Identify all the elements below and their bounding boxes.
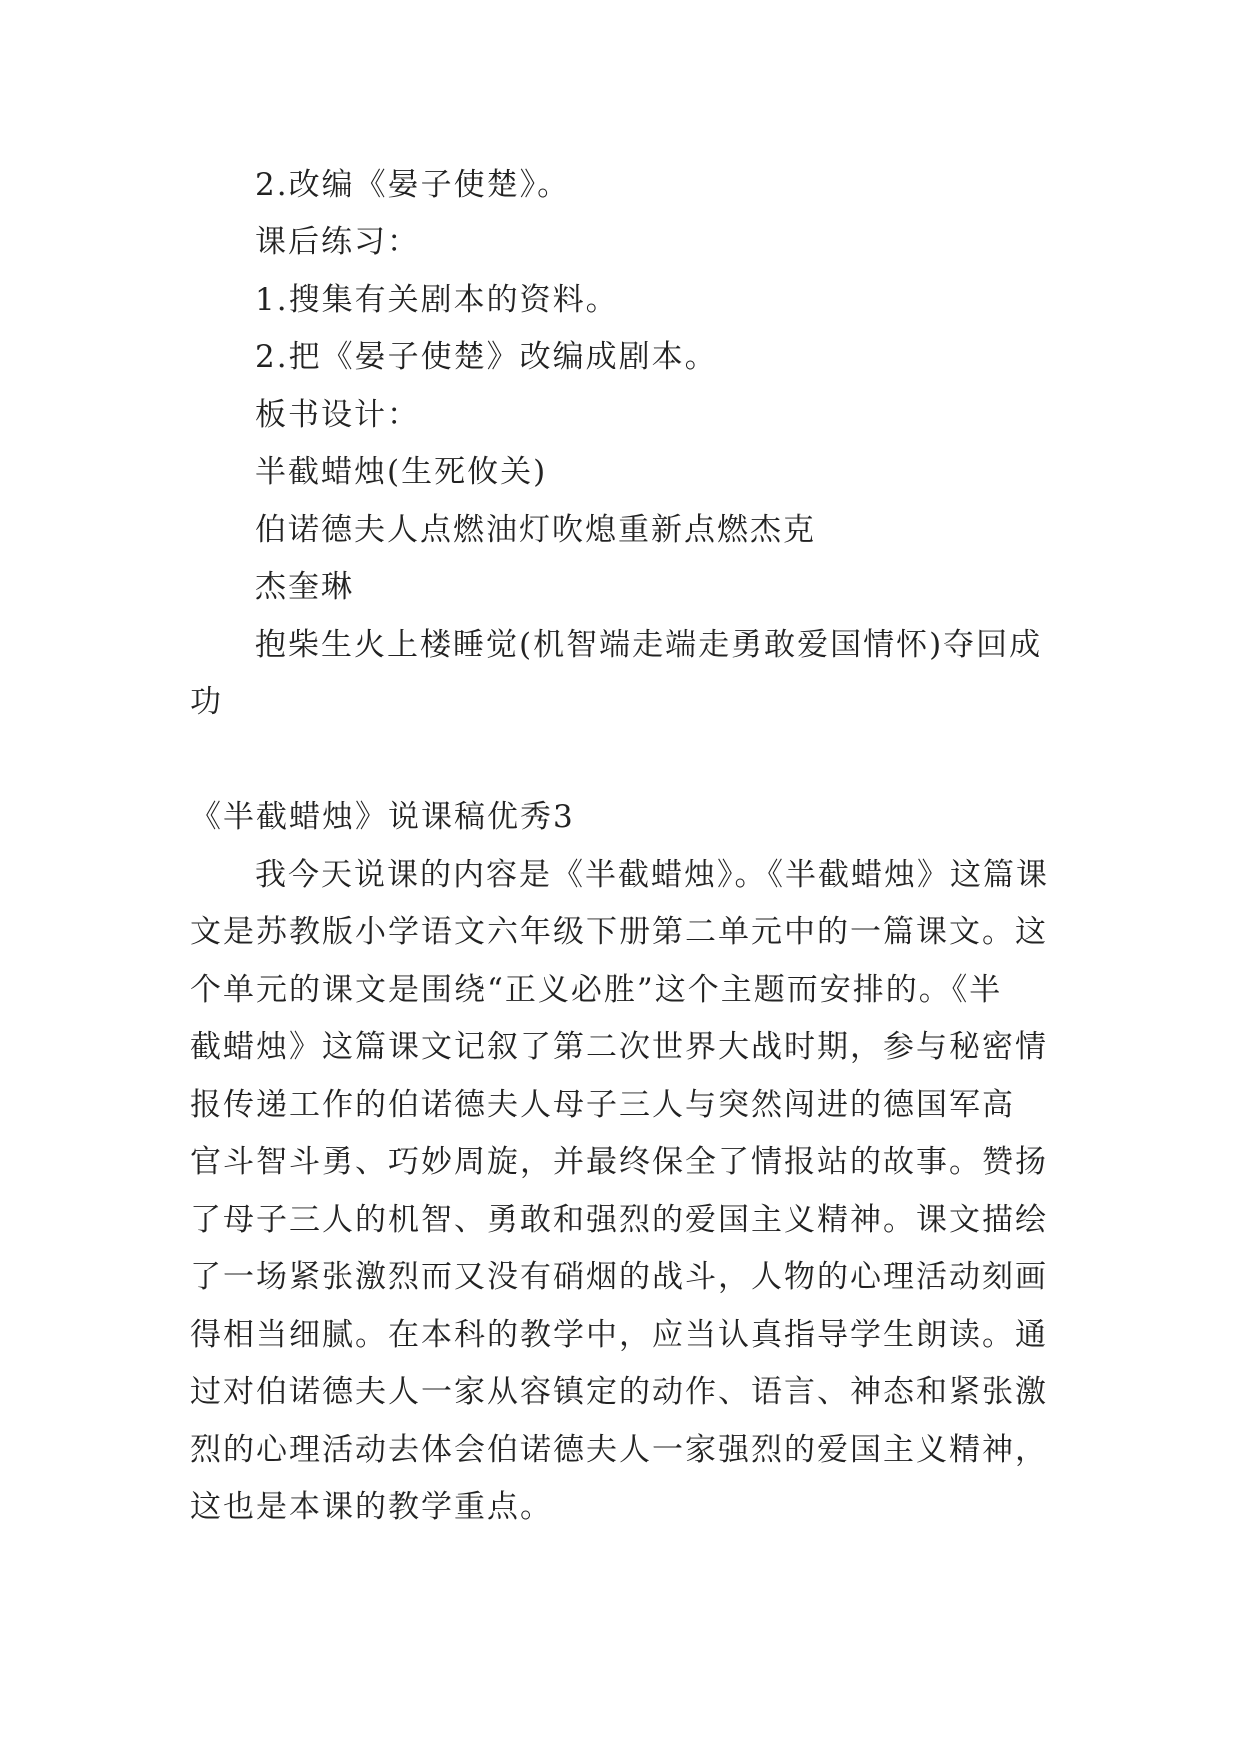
paragraph-line: 官斗智斗勇、巧妙周旋，并最终保全了情报站的故事。赞扬 <box>190 1144 1048 1180</box>
text-line: 半截蜡烛(生死攸关) <box>255 454 548 490</box>
text-line: 1.搜集有关剧本的资料。 <box>255 282 619 318</box>
text-line: 2.把《晏子使楚》改编成剧本。 <box>255 339 718 375</box>
text-line: 杰奎琳 <box>255 569 354 605</box>
section-title: 《半截蜡烛》说课稿优秀3 <box>190 799 575 835</box>
paragraph-line: 过对伯诺德夫人一家从容镇定的动作、语言、神态和紧张激 <box>190 1374 1048 1410</box>
paragraph-line: 文是苏教版小学语文六年级下册第二单元中的一篇课文。这 <box>190 914 1048 950</box>
text-line: 2.改编《晏子使楚》。 <box>255 167 571 203</box>
text-line: 课后练习： <box>255 224 420 260</box>
paragraph-line: 了母子三人的机智、勇敢和强烈的爱国主义精神。课文描绘 <box>190 1202 1048 1238</box>
text-line: 抱柴生火上楼睡觉(机智端走端走勇敢爱国情怀)夺回成 <box>255 627 1043 663</box>
text-line: 功 <box>190 684 223 720</box>
text-line: 板书设计： <box>255 397 420 433</box>
paragraph-line: 我今天说课的内容是《半截蜡烛》。《半截蜡烛》这篇课 <box>255 857 1049 893</box>
paragraph-line: 报传递工作的伯诺德夫人母子三人与突然闯进的德国军高 <box>190 1087 1015 1123</box>
paragraph-line: 得相当细腻。在本科的教学中，应当认真指导学生朗读。通 <box>190 1317 1048 1353</box>
paragraph-line: 个单元的课文是围绕“正义必胜”这个主题而安排的。《半 <box>190 972 1003 1008</box>
paragraph-line: 这也是本课的教学重点。 <box>190 1489 553 1525</box>
paragraph-line: 截蜡烛》这篇课文记叙了第二次世界大战时期，参与秘密情 <box>190 1029 1048 1065</box>
text-line: 伯诺德夫人点燃油灯吹熄重新点燃杰克 <box>255 512 816 548</box>
paragraph-line: 烈的心理活动去体会伯诺德夫人一家强烈的爱国主义精神， <box>190 1432 1048 1468</box>
paragraph-line: 了一场紧张激烈而又没有硝烟的战斗，人物的心理活动刻画 <box>190 1259 1048 1295</box>
